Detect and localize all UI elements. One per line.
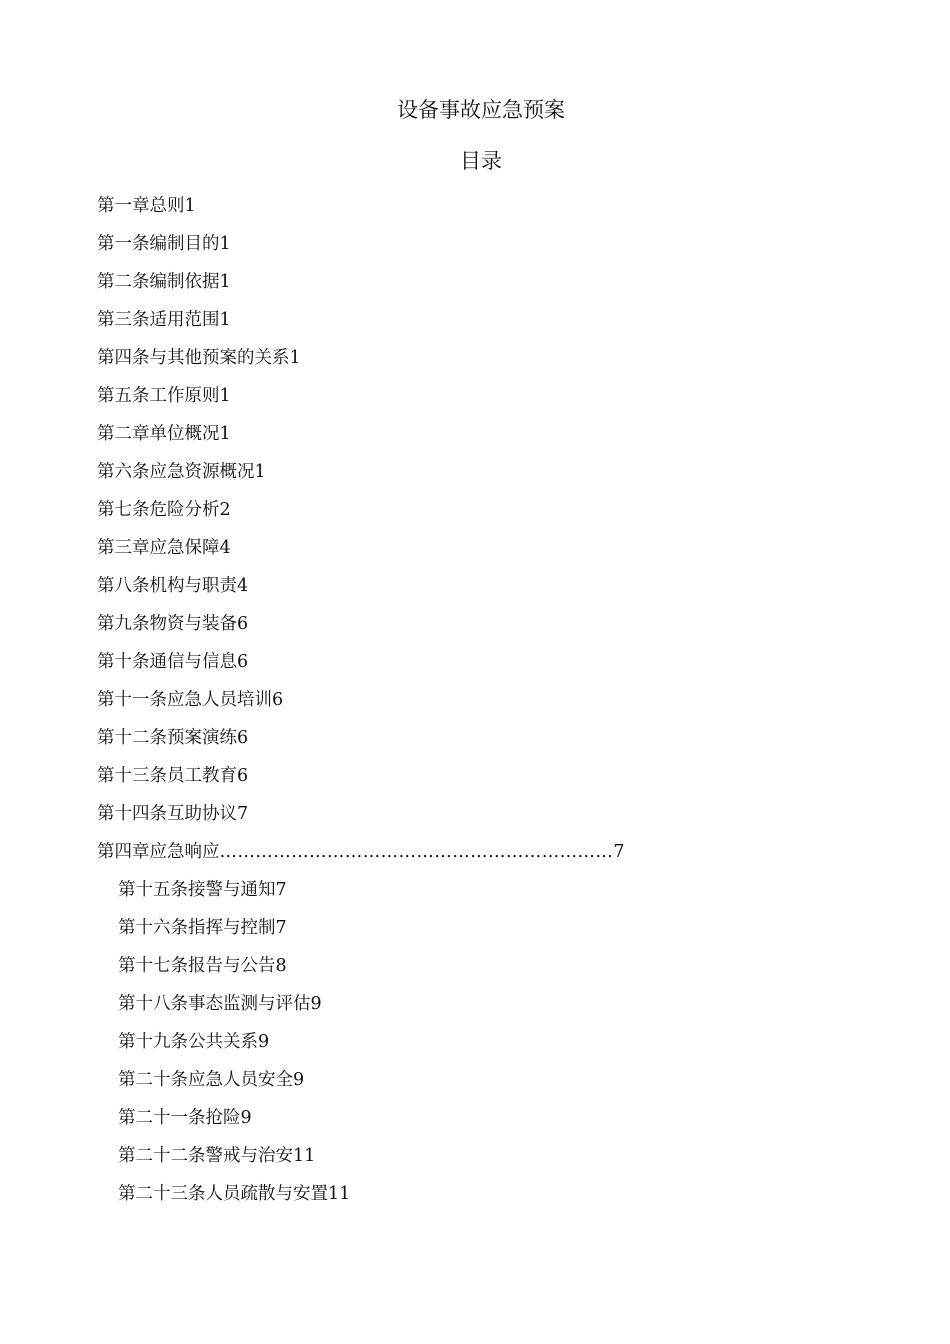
toc-entry[interactable]: [97, 762, 624, 800]
toc-entry-text: 第三章应急保障: [97, 538, 220, 558]
toc-entry-page: 9: [258, 1032, 270, 1052]
toc-entry-text: 第十条通信与信息: [97, 652, 237, 672]
toc-entry-text: 第六条应急资源概况: [97, 462, 255, 482]
toc-entry-page: 1: [219, 272, 231, 292]
toc-entry-page: 1: [219, 386, 231, 406]
toc-entry-page: 7: [275, 918, 287, 938]
toc-entry-page: 1: [289, 348, 301, 368]
toc-entry-text: 第一章总则: [97, 196, 185, 216]
toc-entry[interactable]: [97, 686, 624, 724]
toc-entry[interactable]: [97, 458, 624, 496]
toc-entry-text: 第十九条公共关系: [118, 1032, 258, 1052]
toc-entry-text: 第九条物资与装备: [97, 614, 237, 634]
toc-entry-text: 第十六条指挥与控制: [118, 918, 276, 938]
toc-entry-page: 1: [184, 196, 196, 216]
toc-entry-page: 7: [237, 804, 249, 824]
toc-entry[interactable]: [97, 420, 624, 458]
toc-entry[interactable]: [97, 1104, 624, 1142]
toc-entry-page: 6: [237, 614, 249, 634]
toc-entry[interactable]: [97, 1180, 624, 1218]
toc-entry-page: 9: [293, 1070, 305, 1090]
toc-entry-page: 1: [254, 462, 266, 482]
toc-entry-text: 第十七条报告与公告: [118, 956, 276, 976]
toc-entry[interactable]: [97, 1142, 624, 1180]
toc-entry-page: 9: [240, 1108, 252, 1128]
toc-entry-text: 第二十二条警戒与治安: [118, 1146, 293, 1166]
toc-entry-page: 4: [237, 576, 249, 596]
toc-entry-text: 第五条工作原则: [97, 386, 220, 406]
toc-entry-text: 第十四条互助协议: [97, 804, 237, 824]
toc-entry-text: 第七条危险分析: [97, 500, 220, 520]
toc-entry[interactable]: [97, 990, 624, 1028]
toc-entry[interactable]: [97, 306, 624, 344]
toc-entry-page: 6: [237, 766, 249, 786]
toc-entry-page: 1: [219, 424, 231, 444]
toc-entry-text: 第二十三条人员疏散与安置: [118, 1184, 328, 1204]
toc-entry[interactable]: [97, 648, 624, 686]
toc-entry-page: 11: [293, 1146, 316, 1166]
toc-entry[interactable]: [97, 876, 624, 914]
toc-entry-page: 2: [219, 500, 231, 520]
toc-entry[interactable]: [97, 914, 624, 952]
toc-entry-text: 第四章应急响应: [97, 842, 220, 862]
toc-entry-page: 6: [237, 652, 249, 672]
toc-entry[interactable]: [97, 724, 624, 762]
toc-entry-text: 第十五条接警与通知: [118, 880, 276, 900]
toc-entry-page: 6: [272, 690, 284, 710]
toc-entry-page: 7: [275, 880, 287, 900]
toc-entry[interactable]: [97, 800, 624, 838]
toc-entry-text: 第二十一条抢险: [118, 1108, 241, 1128]
toc-entry[interactable]: [97, 610, 624, 648]
toc-entry-text: 第三条适用范围: [97, 310, 220, 330]
toc-entry[interactable]: [97, 344, 624, 382]
toc-entry[interactable]: [97, 230, 624, 268]
toc-entry-text: 第二章单位概况: [97, 424, 220, 444]
toc-entry[interactable]: [97, 382, 624, 420]
toc-entry-page: 1: [219, 310, 231, 330]
toc-heading: 目录: [460, 149, 502, 173]
toc-entry-text: 第一条编制目的: [97, 234, 220, 254]
toc-entry-page: 11: [328, 1184, 351, 1204]
toc-entry-page: 7: [613, 842, 625, 862]
toc-entry-page: 8: [275, 956, 287, 976]
toc-entry[interactable]: [97, 1028, 624, 1066]
toc-entry[interactable]: [97, 1066, 624, 1104]
toc-entry[interactable]: [97, 952, 624, 990]
toc-entry-text: 第二十条应急人员安全: [118, 1070, 293, 1090]
toc-entry-page: 6: [237, 728, 249, 748]
toc-entry-text: 第十一条应急人员培训: [97, 690, 272, 710]
toc-entry[interactable]: [97, 192, 624, 230]
toc-entry-text: 第十八条事态监测与评估: [118, 994, 311, 1014]
toc-entry[interactable]: [97, 268, 624, 306]
toc-entry-text: 第八条机构与职责: [97, 576, 237, 596]
document-title: 设备事故应急预案: [397, 98, 565, 122]
toc-entry-text: 第十二条预案演练: [97, 728, 237, 748]
toc-entry-text: 第四条与其他预案的关系: [97, 348, 290, 368]
toc-entry-page: 4: [219, 538, 231, 558]
toc-entry-text: 第二条编制依据: [97, 272, 220, 292]
table-of-contents: [97, 192, 624, 1218]
toc-entry[interactable]: [97, 838, 624, 876]
toc-entry[interactable]: [97, 496, 624, 534]
toc-dot-leader: …………………………………………………………: [219, 842, 614, 862]
toc-entry[interactable]: [97, 534, 624, 572]
toc-entry[interactable]: [97, 572, 624, 610]
toc-entry-text: 第十三条员工教育: [97, 766, 237, 786]
toc-entry-page: 1: [219, 234, 231, 254]
toc-entry-page: 9: [310, 994, 322, 1014]
